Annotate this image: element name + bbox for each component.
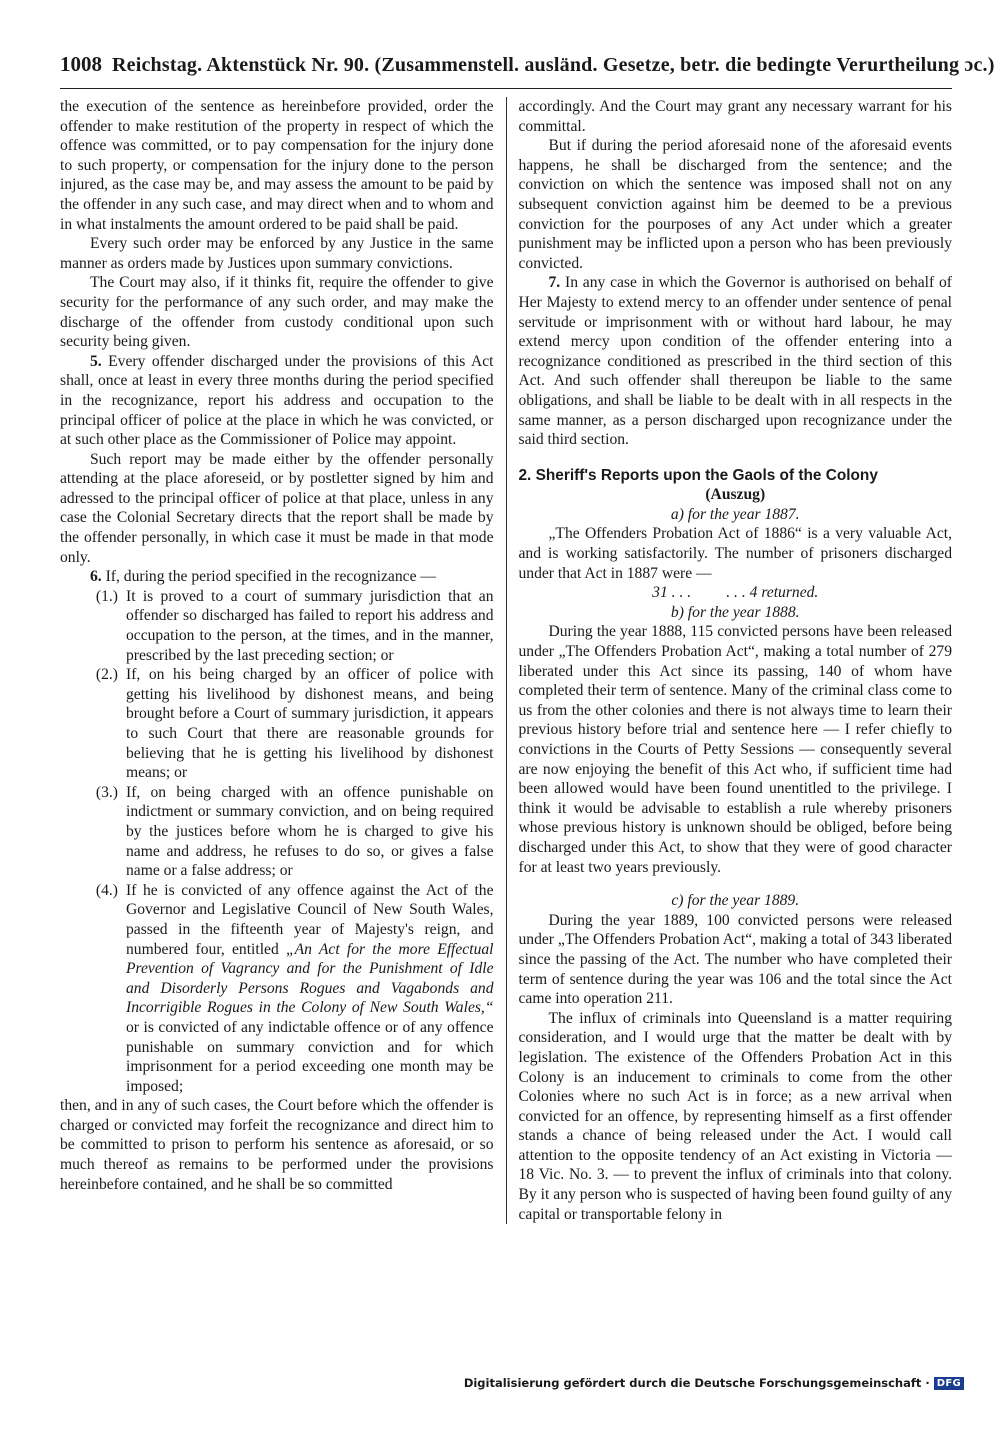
section-text: If, during the period specified in the recognizance —	[105, 568, 436, 586]
document-page	[60, 52, 995, 1362]
item-text: If, on his being charged by an officer of police with getting his livelihood by dishonest means, and being brought before a Court of summary jurisdiction, it appears to such Court that there are reasonable grounds for believing that he is getting his livelihood by dishonest means; or	[126, 666, 494, 782]
paragraph: During the year 1889, 100 convicted persons were released under „The Offenders Probation Act“, making a total of 343 liberated since the passing of the Act. The number who have completed their term of sentence during the year was 106 and the total since the Act came into operation 211.	[518, 911, 952, 1008]
section-heading: 2. Sheriff's Reports upon the Gaols of the Colony	[518, 466, 878, 484]
page-number: 1008	[60, 52, 102, 76]
paragraph: Every such order may be enforced by any Justice in the same manner as orders made by Justices upon summary convictions.	[60, 235, 494, 272]
section-number: 6.	[90, 568, 102, 586]
paragraph: The Court may also, if it thinks fit, require the offender to give security for the performance of any such order, and may make the discharge of the offender from custody conditional upon such security being given.	[60, 274, 494, 351]
paragraph: But if during the period aforesaid none of the aforesaid events happens, he shall be discharged from the sentence; and the conviction on which the sentence was imposed shall not on any subsequent conviction against him be deemed to be a previous conviction for the pourposes of any Act under which a greater punishment may be inflicted upon a person who has been previously convicted.	[518, 137, 952, 272]
year-label: a) for the year 1887.	[670, 505, 800, 523]
item-text-part: or is convicted of any indictable offence or of any offence punishable on summary conviction and for which imprisonment for a period exceeding one month may be imposed;	[126, 1018, 494, 1095]
paragraph: „The Offenders Probation Act of 1886“ is a very valuable Act, and is working satisfactorily. The number of prisoners discharged under that Act in 1887 were —	[518, 525, 952, 582]
paragraph: the execution of the sentence as hereinbefore provided, order the offender to make restitution of the property in respect of which the offence was committed, or to pay compensation for the injury done to such property, or compensation for the injury done to the person injured, as the case may be, and may assess the amount to be paid by the offender in any such case, and may direct when and to whom and in what instalments the amount ordered to be paid shall be paid.	[60, 98, 494, 233]
paragraph: During the year 1888, 115 convicted persons have been released under „The Offenders Probation Act“, making a total number of 279 liberated under this Act since its passing, 140 of whom have completed their term of sentence. Many of the criminal class come to us from the other colonies and there is not always time to learn their previous history before trial and sentence here — I refer chiefly to convictions in the Courts of Petty Sessions — consequently several are now enjoying the benefit of this Act who, if sufficient time had been allowed would have been found unentitled to the privilege. I think it would be advisable to establish a rule whereby prisoners whose previous history is unknown should be obliged, before being discharged under this Act, to show that they were of good character for at least two years previously.	[518, 623, 952, 876]
running-header	[60, 52, 995, 89]
year-label: b) for the year 1888.	[670, 603, 800, 621]
running-title: Reichstag. Aktenstück Nr. 90. (Zusammenstell. ausländ. Gesetze, betr. die bedingte Verurtheilung ɔc.)	[112, 54, 995, 76]
paragraph: The influx of criminals into Queensland is a matter requiring consideration, and I would urge that the matter be dealt with by legislation. The existence of the Offenders Probation Act in this Colony is an inducement to criminals to come from the other Colonies where no such Act is in force; as a new arrival when convicted for an offence, by representing himself as a first offender stands a chance of being released under the Act. I would call attention to the opposite tendency of an Act existing in Victoria — 18 Vic. No. 3. — to prevent the influx of criminals into that colony. By it any person who is suspected of having been found guilty of any capital or transportable felony in	[518, 1009, 952, 1223]
section-subheading: (Auszug)	[705, 486, 766, 504]
section-text: Every offender discharged under the provisions of this Act shall, once at least in every three months during the period specified in the recognizance, report his address and occupation to the principal officer of police at the place in which he was convicted, or at such other place as the Commissioner of Police may appoint.	[60, 352, 494, 449]
section-5	[60, 352, 494, 450]
year-label: c) for the year 1889.	[671, 892, 800, 910]
act-title: „An Act for the more Effectual Prevention of Vagrancy and for the Punishment of Idle and Disorderly Persons Rogues and Vagabonds and Incorrigible Rogues in the Colony of New South Wales,“	[126, 940, 494, 1017]
section-number: 7.	[548, 274, 561, 292]
text-columns	[60, 97, 952, 1224]
section-6	[60, 567, 494, 587]
dfg-logo: DFG	[934, 1377, 964, 1390]
right-column	[519, 97, 953, 1224]
list-item	[60, 665, 494, 783]
item-text	[126, 881, 494, 1097]
item-text: It is proved to a court of summary jurisdiction that an offender so discharged has failed to report his address and occupation to the person, at the times, and in the manner, prescribed by the last preceding section; or	[126, 587, 494, 664]
credit-text: Digitalisierung gefördert durch die Deutsche Forschungsgemeinschaft ·	[463, 1376, 930, 1390]
section-7	[519, 273, 953, 449]
section-number: 5.	[90, 352, 102, 370]
list-item	[60, 783, 494, 881]
section-text: In any case in which the Governor is authorised on behalf of Her Majesty to extend mercy to an offender under sentence of penal servitude or imprisonment with or without hard labour, he may extend mercy upon condition of the offender entering into a recognizance conditioned as prescribed in the third section of this Act. And such offender shall thereupon be liable to the same obligations, and shall be liable to be dealt with in all respects in the same manner, as a person discharged upon recognizance under the said third section.	[518, 274, 952, 449]
item-text-part: If he is convicted of any offence against the Act of the Governor and Legislative Council of New South Wales, passed in the fifteenth year of Majesty's reign, and numbered four, entitled	[126, 881, 494, 958]
item-mark: (2.)	[95, 666, 118, 684]
item-mark: (1.)	[95, 587, 118, 605]
list-item	[60, 587, 494, 665]
paragraph: accordingly. And the Court may grant any necessary warrant for his committal.	[518, 98, 952, 135]
item-text: If, on being charged with an offence punishable on indictment or summary conviction, and on being required by the justices before whom he is charged to give his name and address, he refuses to do so, or gives a false name or a false address; or	[126, 783, 494, 880]
figures-line: 31 . . . . . . 4 returned.	[652, 584, 819, 602]
item-mark: (4.)	[95, 881, 118, 899]
condition-list	[60, 587, 494, 1096]
item-mark: (3.)	[95, 783, 118, 801]
paragraph: then, and in any of such cases, the Court before which the offender is charged or convicted may forfeit the recognizance and direct him to be committed to prison to perform his sentence as aforesaid, or so much thereof as remains to be performed under the provisions hereinbefore contained, and he shall be so committed	[60, 1097, 494, 1193]
digitization-credit	[464, 1376, 964, 1390]
column-divider	[506, 97, 507, 1224]
list-item	[60, 881, 494, 1097]
left-column	[60, 97, 494, 1224]
paragraph: Such report may be made either by the offender personally attending at the place aforeseid, or by postletter signed by him and adressed to the principal officer of police at that place, unless in any case the Colonial Secretary directs that the report shall be made by the offender personally, in which case it must be made in that mode only.	[60, 450, 494, 566]
